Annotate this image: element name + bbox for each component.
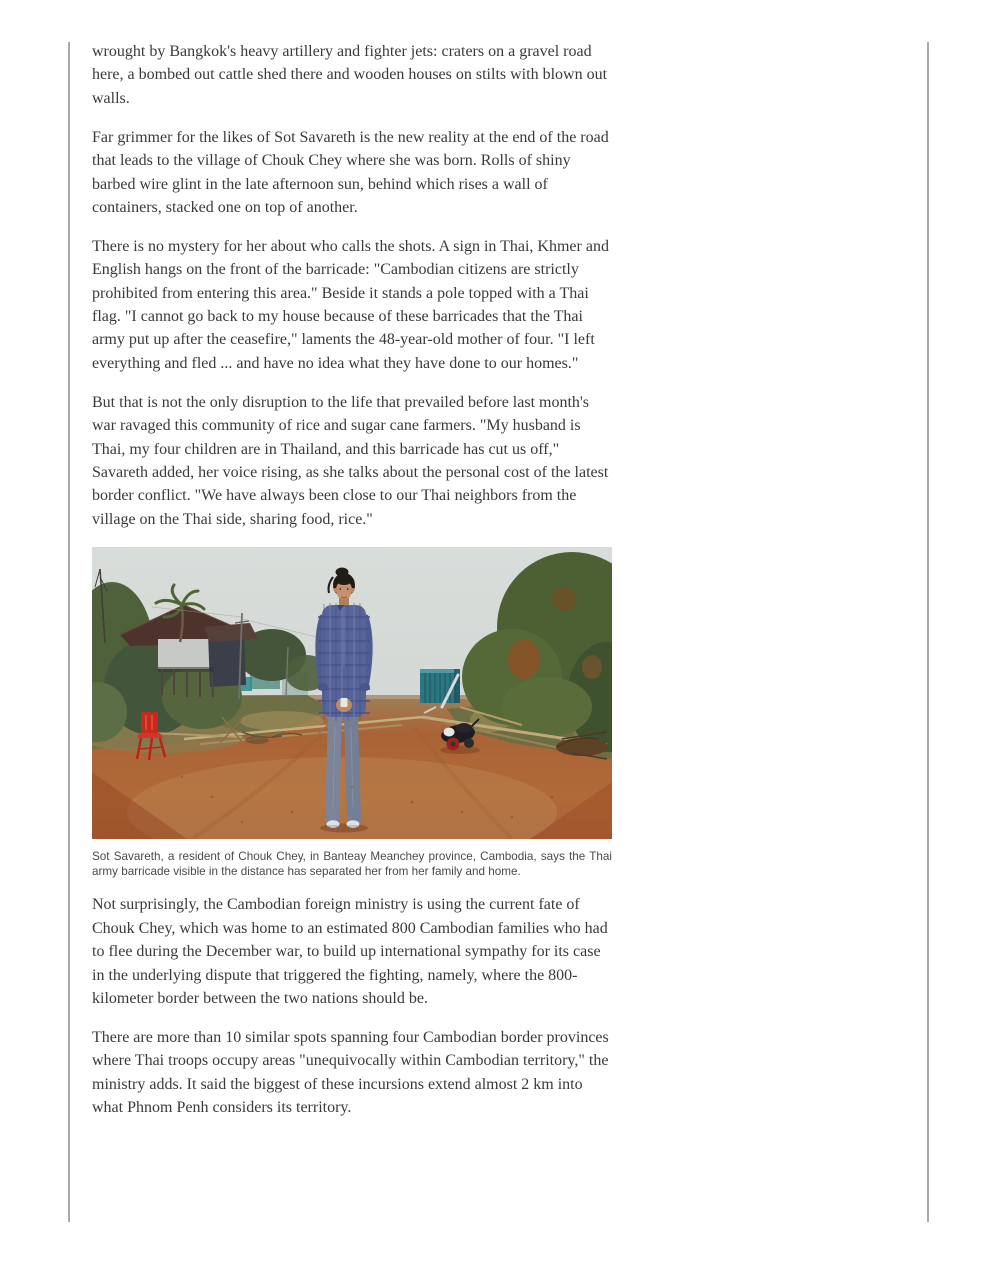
article-paragraph: There are more than 10 similar spots spanning four Cambodian border provinces where Thai troops occupy areas "unequivocally within Cambodian territory," the ministry adds. It said the biggest of these incursions extend almost 2 km into what Phnom Penh considers its territory. bbox=[92, 1028, 609, 1117]
right-border-rule bbox=[927, 42, 929, 1222]
article-paragraph: Not surprisingly, the Cambodian foreign ministry is using the current fate of Chouk Chey, which was home to an estimated 800 Cambodian families who had to flee during the December war, to build up international sympathy for its case in the underlying dispute that triggered the fighting, namely, where the 800-kilometer border between the two nations should be. bbox=[92, 896, 608, 1007]
article-paragraph: wrought by Bangkok's heavy artillery and fighter jets: craters on a gravel road here, a bombed out cattle shed there and wooden houses on stilts with blown out walls. bbox=[92, 43, 608, 107]
article-paragraph: Far grimmer for the likes of Sot Savareth is the new reality at the end of the road that leads to the village of Chouk Chey where she was born. Rolls of shiny barbed wire glint in the late afternoon sun, behind which rises a wall of containers, stacked one on top of another. bbox=[92, 128, 609, 216]
article-figure bbox=[92, 547, 612, 880]
article-body bbox=[92, 40, 612, 1135]
article-paragraph: But that is not the only disruption to the life that prevailed before last month's war ravaged this community of rice and sugar cane farmers. "My husband is Thai, my four children are in Thailand, and this barricade has cut us off," Savareth added, her voice rising, as she talks about the personal cost of the latest border conflict. "We have always been close to our Thai neighbors from the village on the Thai side, sharing food, rice." bbox=[92, 393, 609, 528]
article-paragraph: There is no mystery for her about who calls the shots. A sign in Thai, Khmer and English hangs on the front of the barricade: "Cambodian citizens are strictly prohibited from entering this area." Beside it stands a pole topped with a Thai flag. "I cannot go back to my house because of these barricades that the Thai army put up after the ceasefire," laments the 48-year-old mother of four. "I left everything and fled ... and have no idea what they have done to our homes." bbox=[92, 237, 609, 372]
photo-caption: Sot Savareth, a resident of Chouk Chey, in Banteay Meanchey province, Cambodia, says the Thai army barricade visible in the distance has separated her from her family and home. bbox=[92, 849, 612, 878]
left-border-rule bbox=[68, 42, 70, 1222]
article-photo bbox=[92, 547, 612, 839]
photo-illustration bbox=[92, 547, 612, 839]
